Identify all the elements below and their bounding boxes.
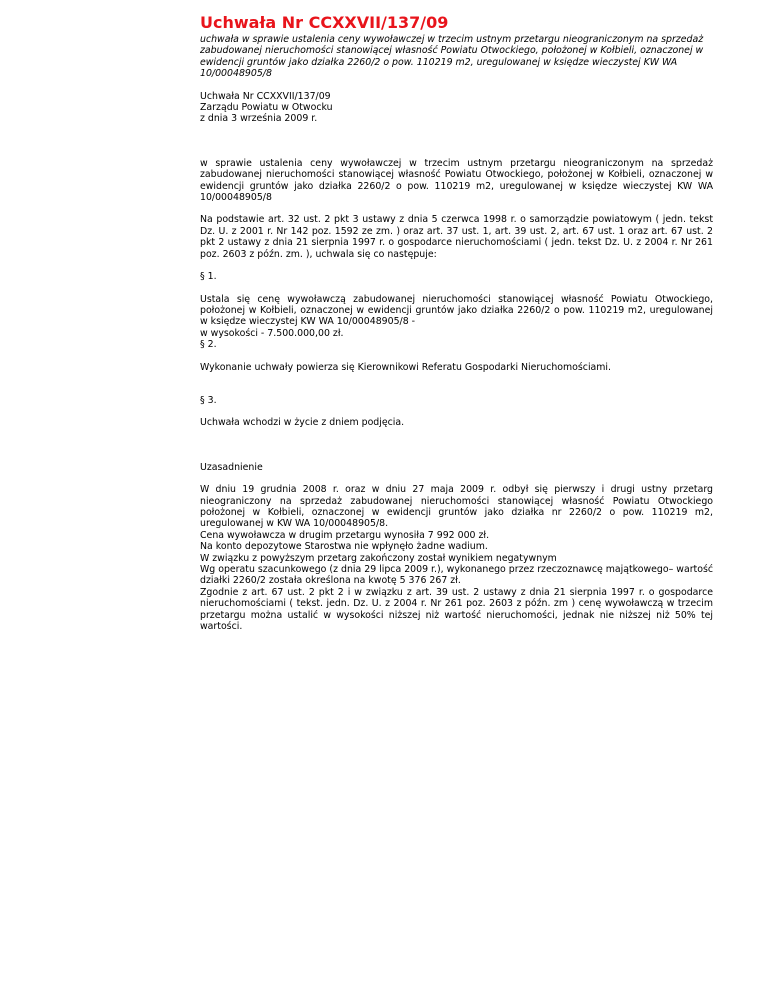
justification-p1: W dniu 19 grudnia 2008 r. oraz w dniu 27 maja 2009 r. odbył się pierwszy i drugi ustny przetarg nieograniczony na sprzedaż zabudowanej nieruchomości stanowiącej własność Powiatu Otwockiego położonej w Kołbieli, oznaczonej w ewidencji gruntów jako działka nr 2260/2 o pow. 110219 m2, uregulowanej w KW WA 10/00048905/8. xyxy=(200,484,713,530)
header-number: Uchwała Nr CCXXVII/137/09 xyxy=(200,90,331,102)
header-date: z dnia 3 września 2009 r. xyxy=(200,113,318,125)
justification-p4: W związku z powyższym przetarg zakończony został wynikiem negatywnym xyxy=(200,552,557,564)
section-2-text: Wykonanie uchwały powierza się Kierownikowi Referatu Gospodarki Nieruchomościami. xyxy=(200,361,612,373)
section-3-text: Uchwała wchodzi w życie z dniem podjęcia. xyxy=(200,417,405,429)
justification-p6: Zgodnie z art. 67 ust. 2 pkt 2 i w związku z art. 39 ust. 2 ustawy z dnia 21 sierpnia 1997 r. o gospodarce nieruchomościami ( tekst. jedn. Dz. U. z 2004 r. Nr 261 poz. 2603 z późn. zm ) cenę wywoławczą w trzecim przetargu można ustalić w wysokości niższej niż wartość nieruchomości, jednak nie niższej niż 50% tej wartości. xyxy=(200,586,713,633)
justification-heading: Uzasadnienie xyxy=(200,461,263,473)
section-1-text: Ustala się cenę wywoławczą zabudowanej nieruchomości stanowiącej własność Powiatu Otwockiego, położonej w Kołbieli, oznaczonej w ewidencji gruntów jako działka 2260/2 o pow. 110219 m2, uregulowanej w księdze wieczystej KW WA 10/00048905/8 - xyxy=(200,293,713,328)
justification-body xyxy=(200,484,713,632)
page-subtitle: uchwała w sprawie ustalenia ceny wywoławczej w trzecim ustnym przetargu nieograniczonym na sprzedaż zabudowanej nieruchomości stanowiącej własność Powiatu Otwockiego, położonej w Kołbieli, oznaczonej w ewidencji gruntów jako działka 2260/2 o pow. 110219 m2, uregulowanej w księdze wieczystej KW WA 10/00048905/8 xyxy=(200,34,704,80)
section-2-heading: § 2. xyxy=(200,339,217,351)
header-issuer: Zarządu Powiatu w Otwocku xyxy=(200,102,333,114)
justification-p5: Wg operatu szacunkowego (z dnia 29 lipca 2009 r.), wykonanego przez rzeczoznawcę majątkowego– wartość działki 2260/2 została określona na kwotę 5 376 267 zł. xyxy=(200,564,713,587)
subject-paragraph: w sprawie ustalenia ceny wywoławczej w trzecim ustnym przetargu nieograniczonym na sprzedaż zabudowanej nieruchomości stanowiącej własność Powiatu Otwockiego, położonej w Kołbieli, oznaczonej w ewidencji gruntów jako działka 2260/2 o pow. 110219 m2, uregulowanej w księdze wieczystej KW WA 10/00048905/8 xyxy=(200,157,713,204)
resolution-header xyxy=(200,91,713,125)
section-3-heading: § 3. xyxy=(200,394,217,406)
justification-p3: Na konto depozytowe Starostwa nie wpłynęło żadne wadium. xyxy=(200,541,488,553)
legal-basis-paragraph: Na podstawie art. 32 ust. 2 pkt 3 ustawy z dnia 5 czerwca 1998 r. o samorządzie powiatowym ( jedn. tekst Dz. U. z 2001 r. Nr 142 poz. 1592 ze zm. ) oraz art. 37 ust. 1, art. 39 ust. 2, art. 67 ust. 1 oraz art. 67 ust. 2 pkt 2 ustawy z dnia 21 sierpnia 1997 r. o gospodarce nieruchomościami ( jedn. tekst Dz. U. z 2004 r. Nr 261 poz. 2603 z późn. zm. ), uchwala się co następuje: xyxy=(200,214,713,260)
section-1-body xyxy=(200,294,713,351)
page-title: Uchwała Nr CCXXVII/137/09 xyxy=(200,13,449,32)
justification-p2: Cena wywoławcza w drugim przetargu wynosiła 7 992 000 zł. xyxy=(200,529,490,541)
section-1-heading: § 1. xyxy=(200,271,217,283)
section-1-amount: w wysokości - 7.500.000,00 zł. xyxy=(200,327,344,339)
